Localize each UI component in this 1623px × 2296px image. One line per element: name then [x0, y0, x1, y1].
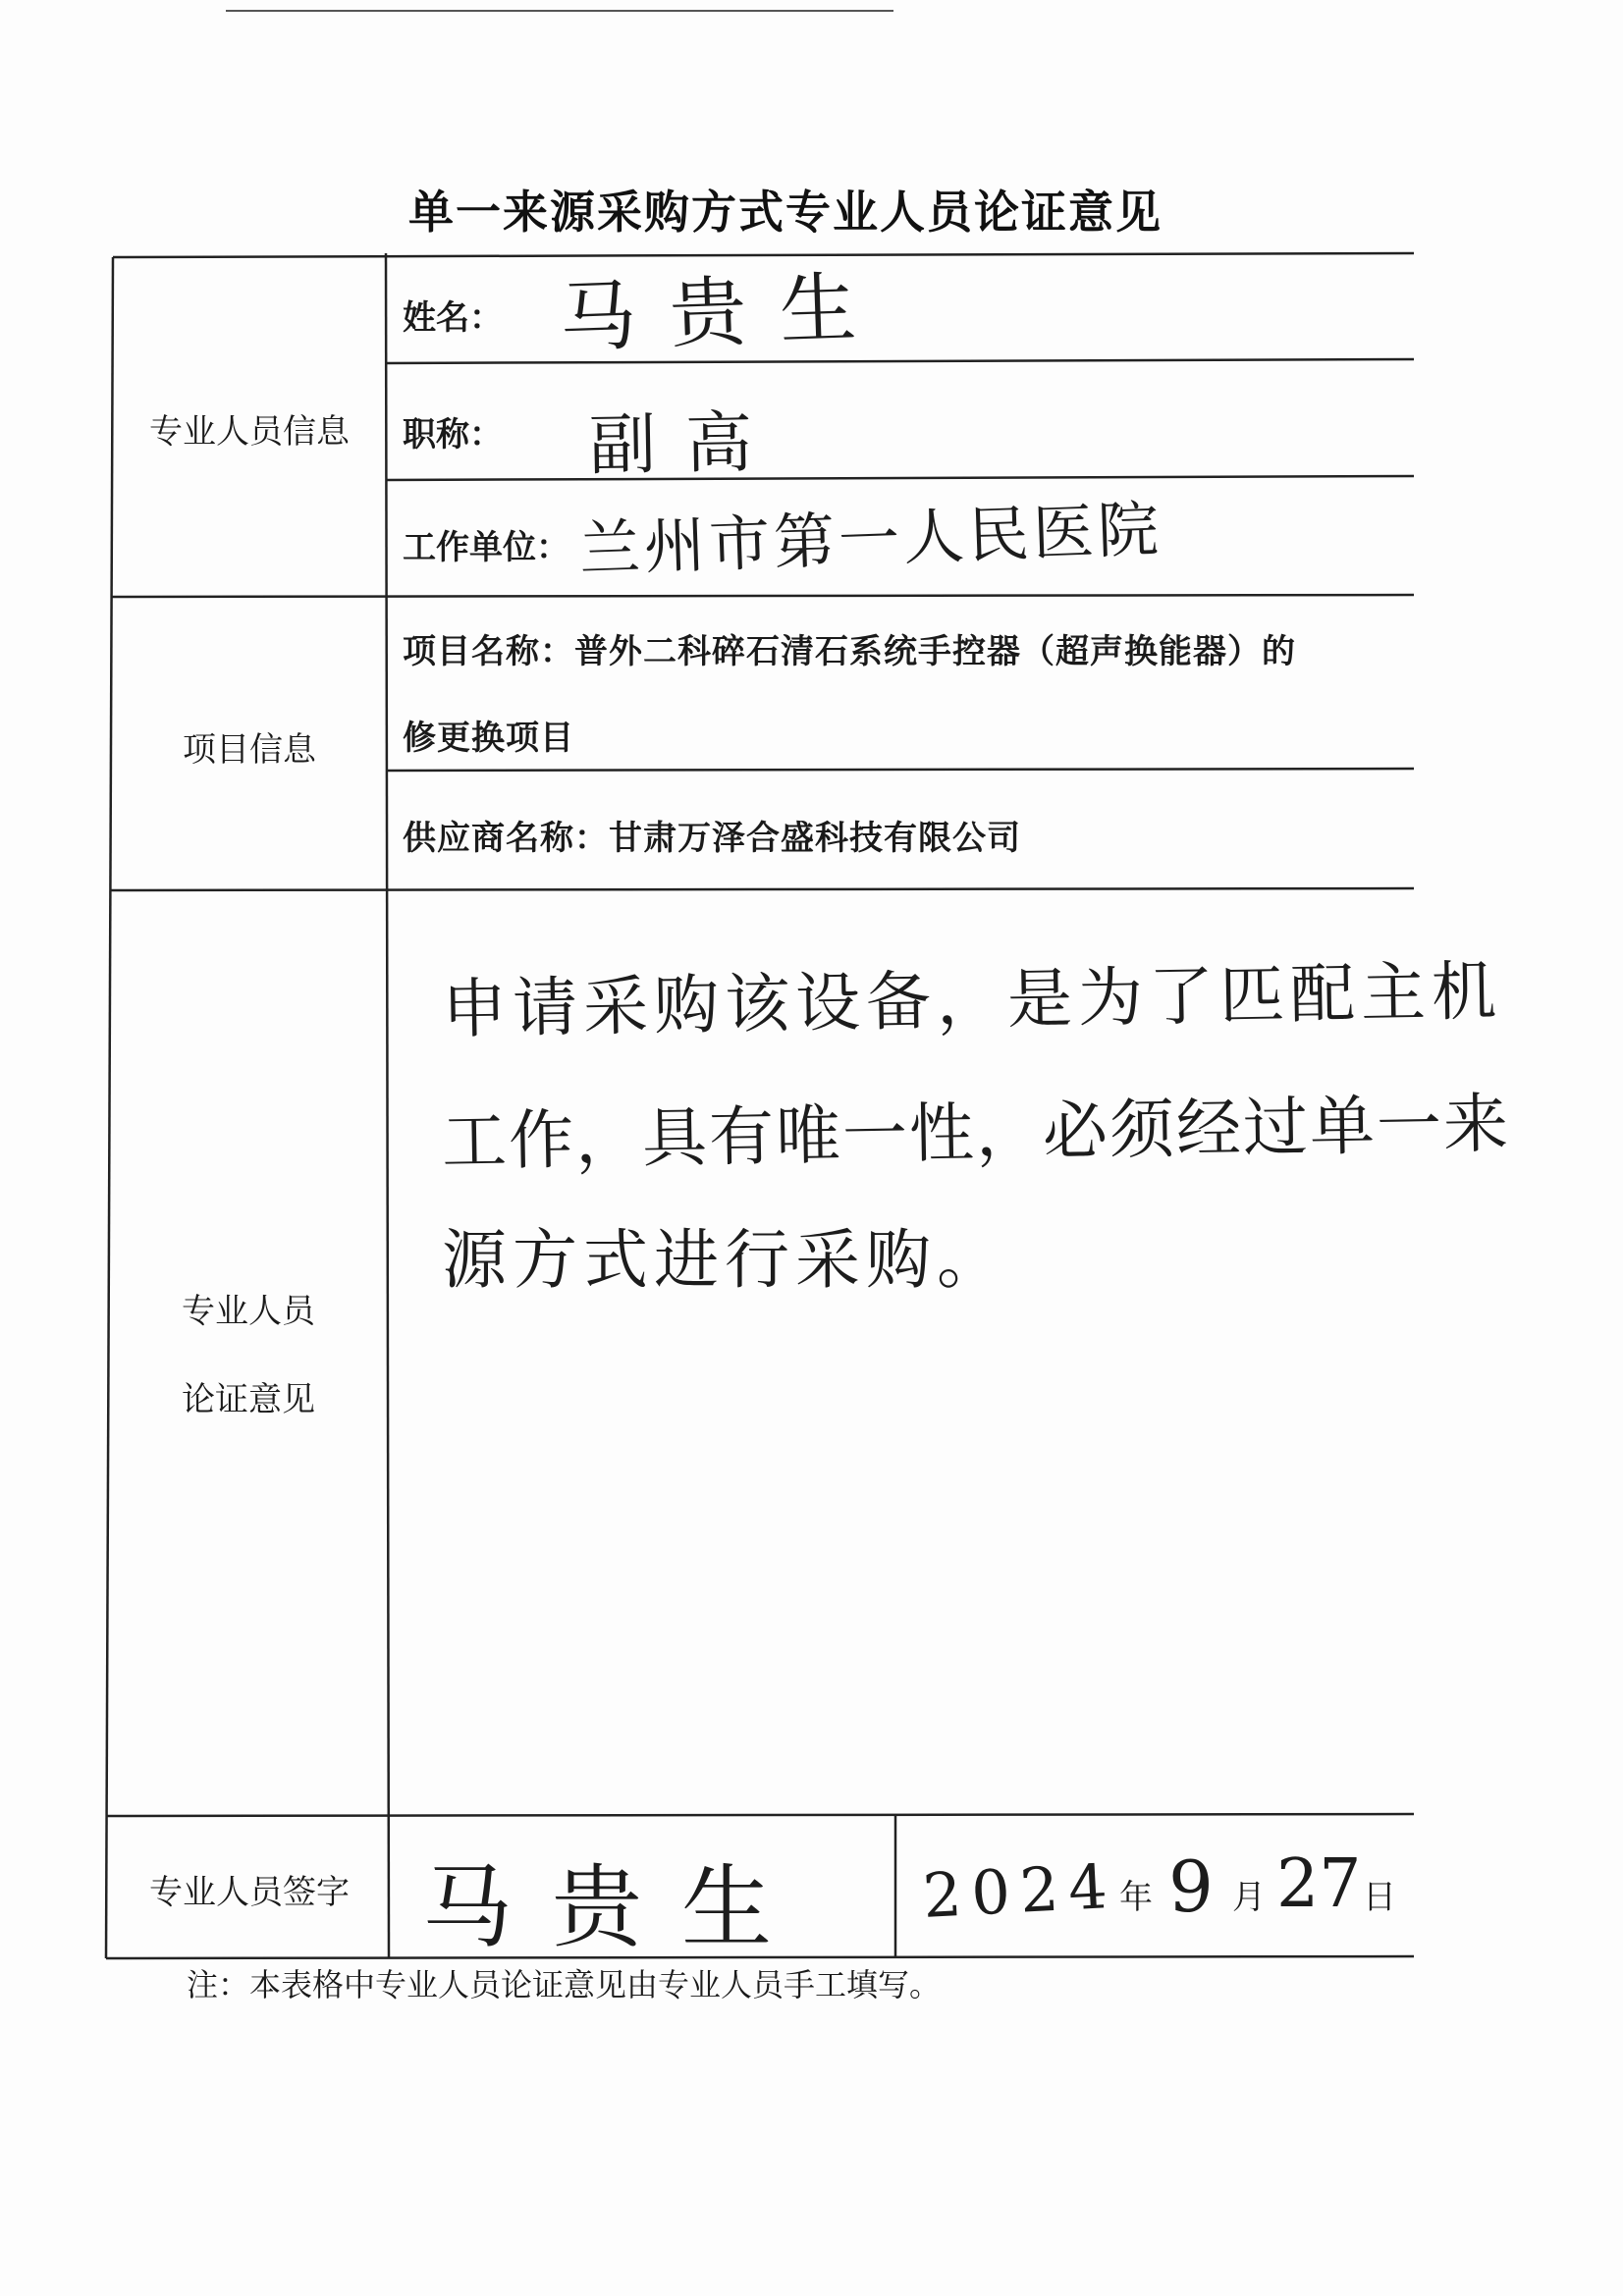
date-month-unit: 月 — [1232, 1878, 1266, 1917]
date-year-unit: 年 — [1119, 1878, 1153, 1917]
signature-handwritten: 马贵生 — [422, 1855, 812, 1960]
expert-info-label: 专业人员信息 — [149, 412, 350, 452]
name-handwritten: 马贵生 — [558, 263, 892, 363]
name-label: 姓名： — [403, 298, 503, 338]
job-title-handwritten: 副高 — [588, 403, 783, 485]
project-name-line2: 修更换项目 — [403, 719, 574, 758]
date-year-handwritten: 2024 — [921, 1849, 1119, 1932]
project-name-line1: 项目名称：普外二科碎石清石系统手控器（超声换能器）的 — [403, 632, 1296, 671]
job-title-label: 职称： — [403, 415, 503, 454]
opinion-label-line1: 专业人员 — [182, 1292, 315, 1331]
signature-label: 专业人员签字 — [149, 1873, 350, 1912]
opinion-handwritten-line3: 源方式进行采购。 — [442, 1222, 1007, 1298]
date-day-handwritten: 27 — [1276, 1845, 1362, 1923]
work-unit-handwritten: 兰州市第一人民医院 — [577, 493, 1164, 585]
opinion-handwritten-line2: 工作，具有唯一性，必须经过单一来 — [441, 1086, 1511, 1180]
opinion-handwritten-line1: 申请采购该设备，是为了匹配主机 — [441, 953, 1503, 1047]
date-month-handwritten: 9 — [1168, 1845, 1214, 1928]
work-unit-label: 工作单位： — [403, 528, 569, 567]
project-info-label: 项目信息 — [183, 730, 316, 770]
opinion-label-line2: 论证意见 — [182, 1380, 315, 1419]
date-day-unit: 日 — [1363, 1878, 1396, 1917]
supplier-name: 供应商名称：甘肃万泽合盛科技有限公司 — [403, 819, 1021, 858]
footnote: 注：本表格中专业人员论证意见由专业人员手工填写。 — [187, 1966, 942, 2003]
form-title: 单一来源采购方式专业人员论证意见 — [408, 186, 1163, 239]
